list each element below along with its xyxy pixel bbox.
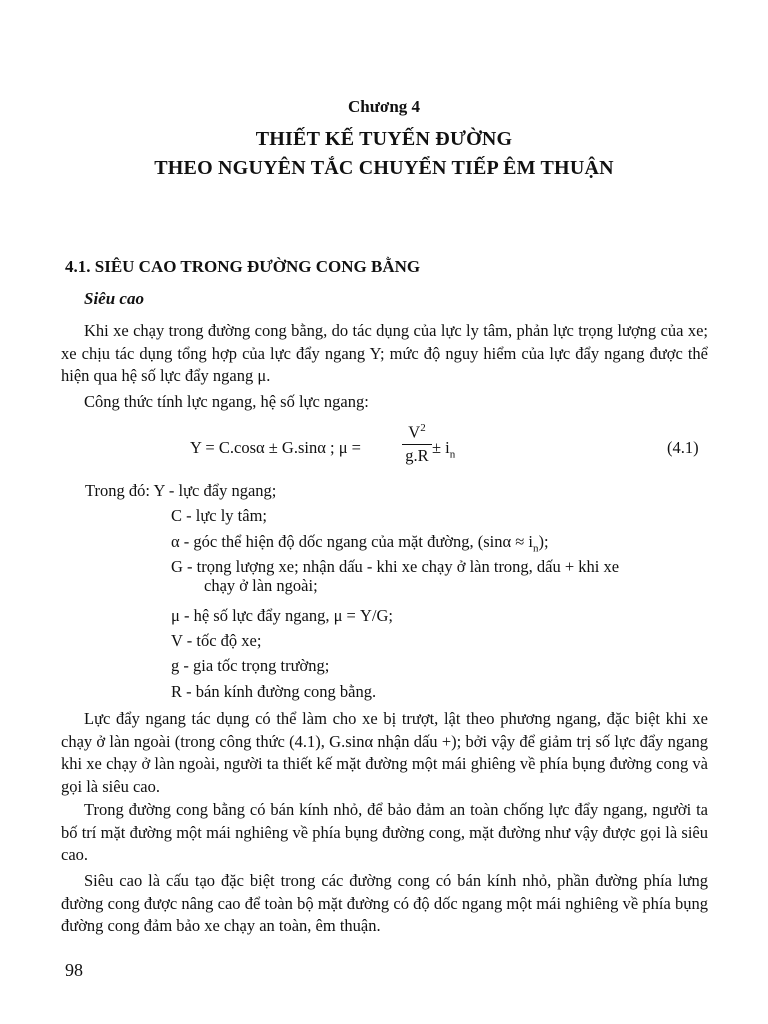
legend-item-r: R - bán kính đường cong bằng. [171,682,377,701]
fraction-bar [402,444,432,445]
formula-4-1 [0,414,768,484]
legend-item-g: G - trọng lượng xe; nhận dấu - khi xe chạy ở làn trong, dấu + khi xe chạy ở làn ngoài; [171,557,620,595]
subsection-heading: Siêu cao [84,289,144,308]
paragraph-definition: Siêu cao là cấu tạo đặc biệt trong các đường cong có bán kính nhỏ, phần đường phía lưng đường cong được nâng cao để toàn bộ mặt đường có độ dốc ngang một mái nghiêng về phía bụng đường cong đảm bảo xe chạy an toàn, êm thuận. [61,871,708,935]
paragraph-intro: Khi xe chạy trong đường cong bằng, do tác dụng của lực ly tâm, phản lực trọng lượng của xe; xe chịu tác dụng tổng hợp của lực đẩy ngang Y; mức độ nguy hiểm của lực đẩy ngang được thể hiện qua hệ số lực đẩy ngang μ. [61,321,708,385]
chapter-title-line-2: THEO NGUYÊN TẮC CHUYỂN TIẾP ÊM THUẬN [154,157,614,179]
legend-item-mu: μ - hệ số lực đẩy ngang, μ = Y/G; [171,606,393,625]
page-number: 98 [65,960,83,980]
legend-item-gravity: g - gia tốc trọng trường; [171,656,330,675]
paragraph-small-radius: Trong đường cong bằng có bán kính nhỏ, để bảo đảm an toàn chống lực đẩy ngang, người ta bố trí mặt đường một mái nghiêng về phía bụng đường cong, mặt đường như vậy được gọi là siêu cao. [61,800,708,864]
fraction-denominator: g.R [405,445,429,465]
section-heading: 4.1. SIÊU CAO TRONG ĐƯỜNG CONG BẰNG [65,257,421,276]
formula-fraction [402,418,432,466]
paragraph-sliding: Lực đẩy ngang tác dụng có thể làm cho xe bị trượt, lật theo phương ngang, đặc biệt khi xe chạy ở làn ngoài (trong công thức (4.1), G.sinα nhận dấu +); bởi vậy để giảm trị số lực đẩy ngang khi xe chạy ở làn ngoài, người ta thiết kế mặt đường một mái ghiêng về phía bụng đường cong và gọi là siêu cao. [61,709,708,796]
equation-number: (4.1) [667,438,699,457]
chapter-title-line-1: THIẾT KẾ TUYẾN ĐƯỜNG [255,128,513,150]
paragraph-formula-intro: Công thức tính lực ngang, hệ số lực ngang: [84,392,369,411]
legend-item-c: C - lực ly tâm; [171,506,268,525]
legend-intro: Trong đó: Y - lực đẩy ngang; [85,481,277,500]
formula-tail: ± $i_n$ [432,438,456,461]
formula-main: Y = C.cosα ± G.sinα ; μ = [190,438,361,457]
fraction-numerator: $V^2$ [408,422,426,442]
legend-item-alpha: α - góc thể hiện độ dốc ngang của mặt đường, $(\sin\alpha \approx i_n)$; [171,532,549,555]
legend-item-v: V - tốc độ xe; [171,631,262,650]
chapter-label: Chương 4 [347,97,421,116]
